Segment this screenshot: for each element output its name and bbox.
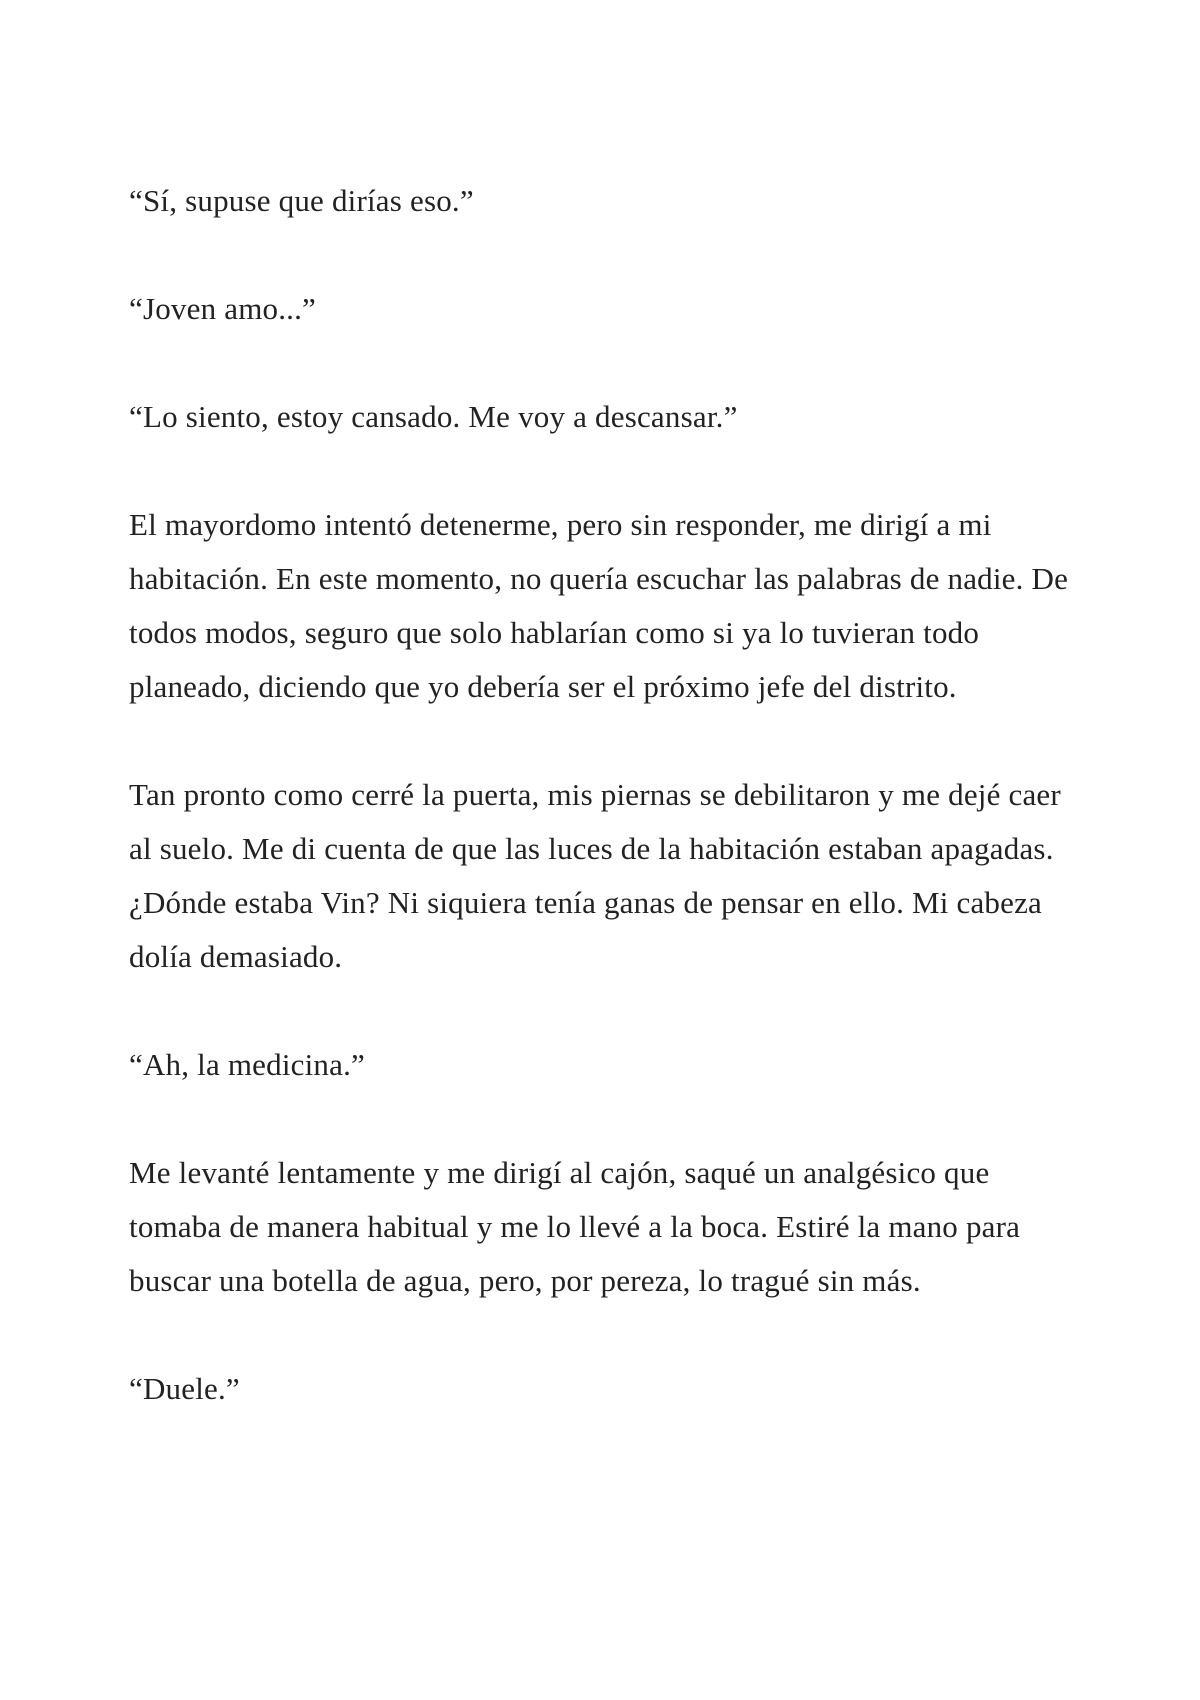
paragraph-dialogue: “Sí, supuse que dirías eso.” — [129, 183, 474, 218]
paragraph-narration: El mayordomo intentó detenerme, pero sin responder, me dirigí a mi habitación. En este momento, no quería escuchar las palabras de nadie. De todos modos, seguro que solo hablarían como si ya lo tuvieran todo planeado, diciendo que yo debería ser el próximo jefe del distrito. — [129, 507, 1069, 704]
paragraph-dialogue: “Joven amo...” — [129, 291, 317, 326]
paragraph-narration: Tan pronto como cerré la puerta, mis piernas se debilitaron y me dejé caer al suelo. Me di cuenta de que las luces de la habitación estaban apagadas. ¿Dónde estaba Vin? Ni siquiera tenía ganas de pensar en ello. Mi cabeza dolía demasiado. — [129, 777, 1061, 974]
paragraph-narration: Me levanté lentamente y me dirigí al cajón, saqué un analgésico que tomaba de manera habitual y me lo llevé a la boca. Estiré la mano para buscar una botella de agua, pero, por pereza, lo tragué sin más. — [129, 1155, 1021, 1298]
body-text — [129, 174, 1089, 1470]
paragraph-dialogue: “Duele.” — [129, 1371, 240, 1406]
paragraph-dialogue: “Ah, la medicina.” — [129, 1047, 365, 1082]
paragraph-dialogue: “Lo siento, estoy cansado. Me voy a descansar.” — [129, 399, 738, 434]
